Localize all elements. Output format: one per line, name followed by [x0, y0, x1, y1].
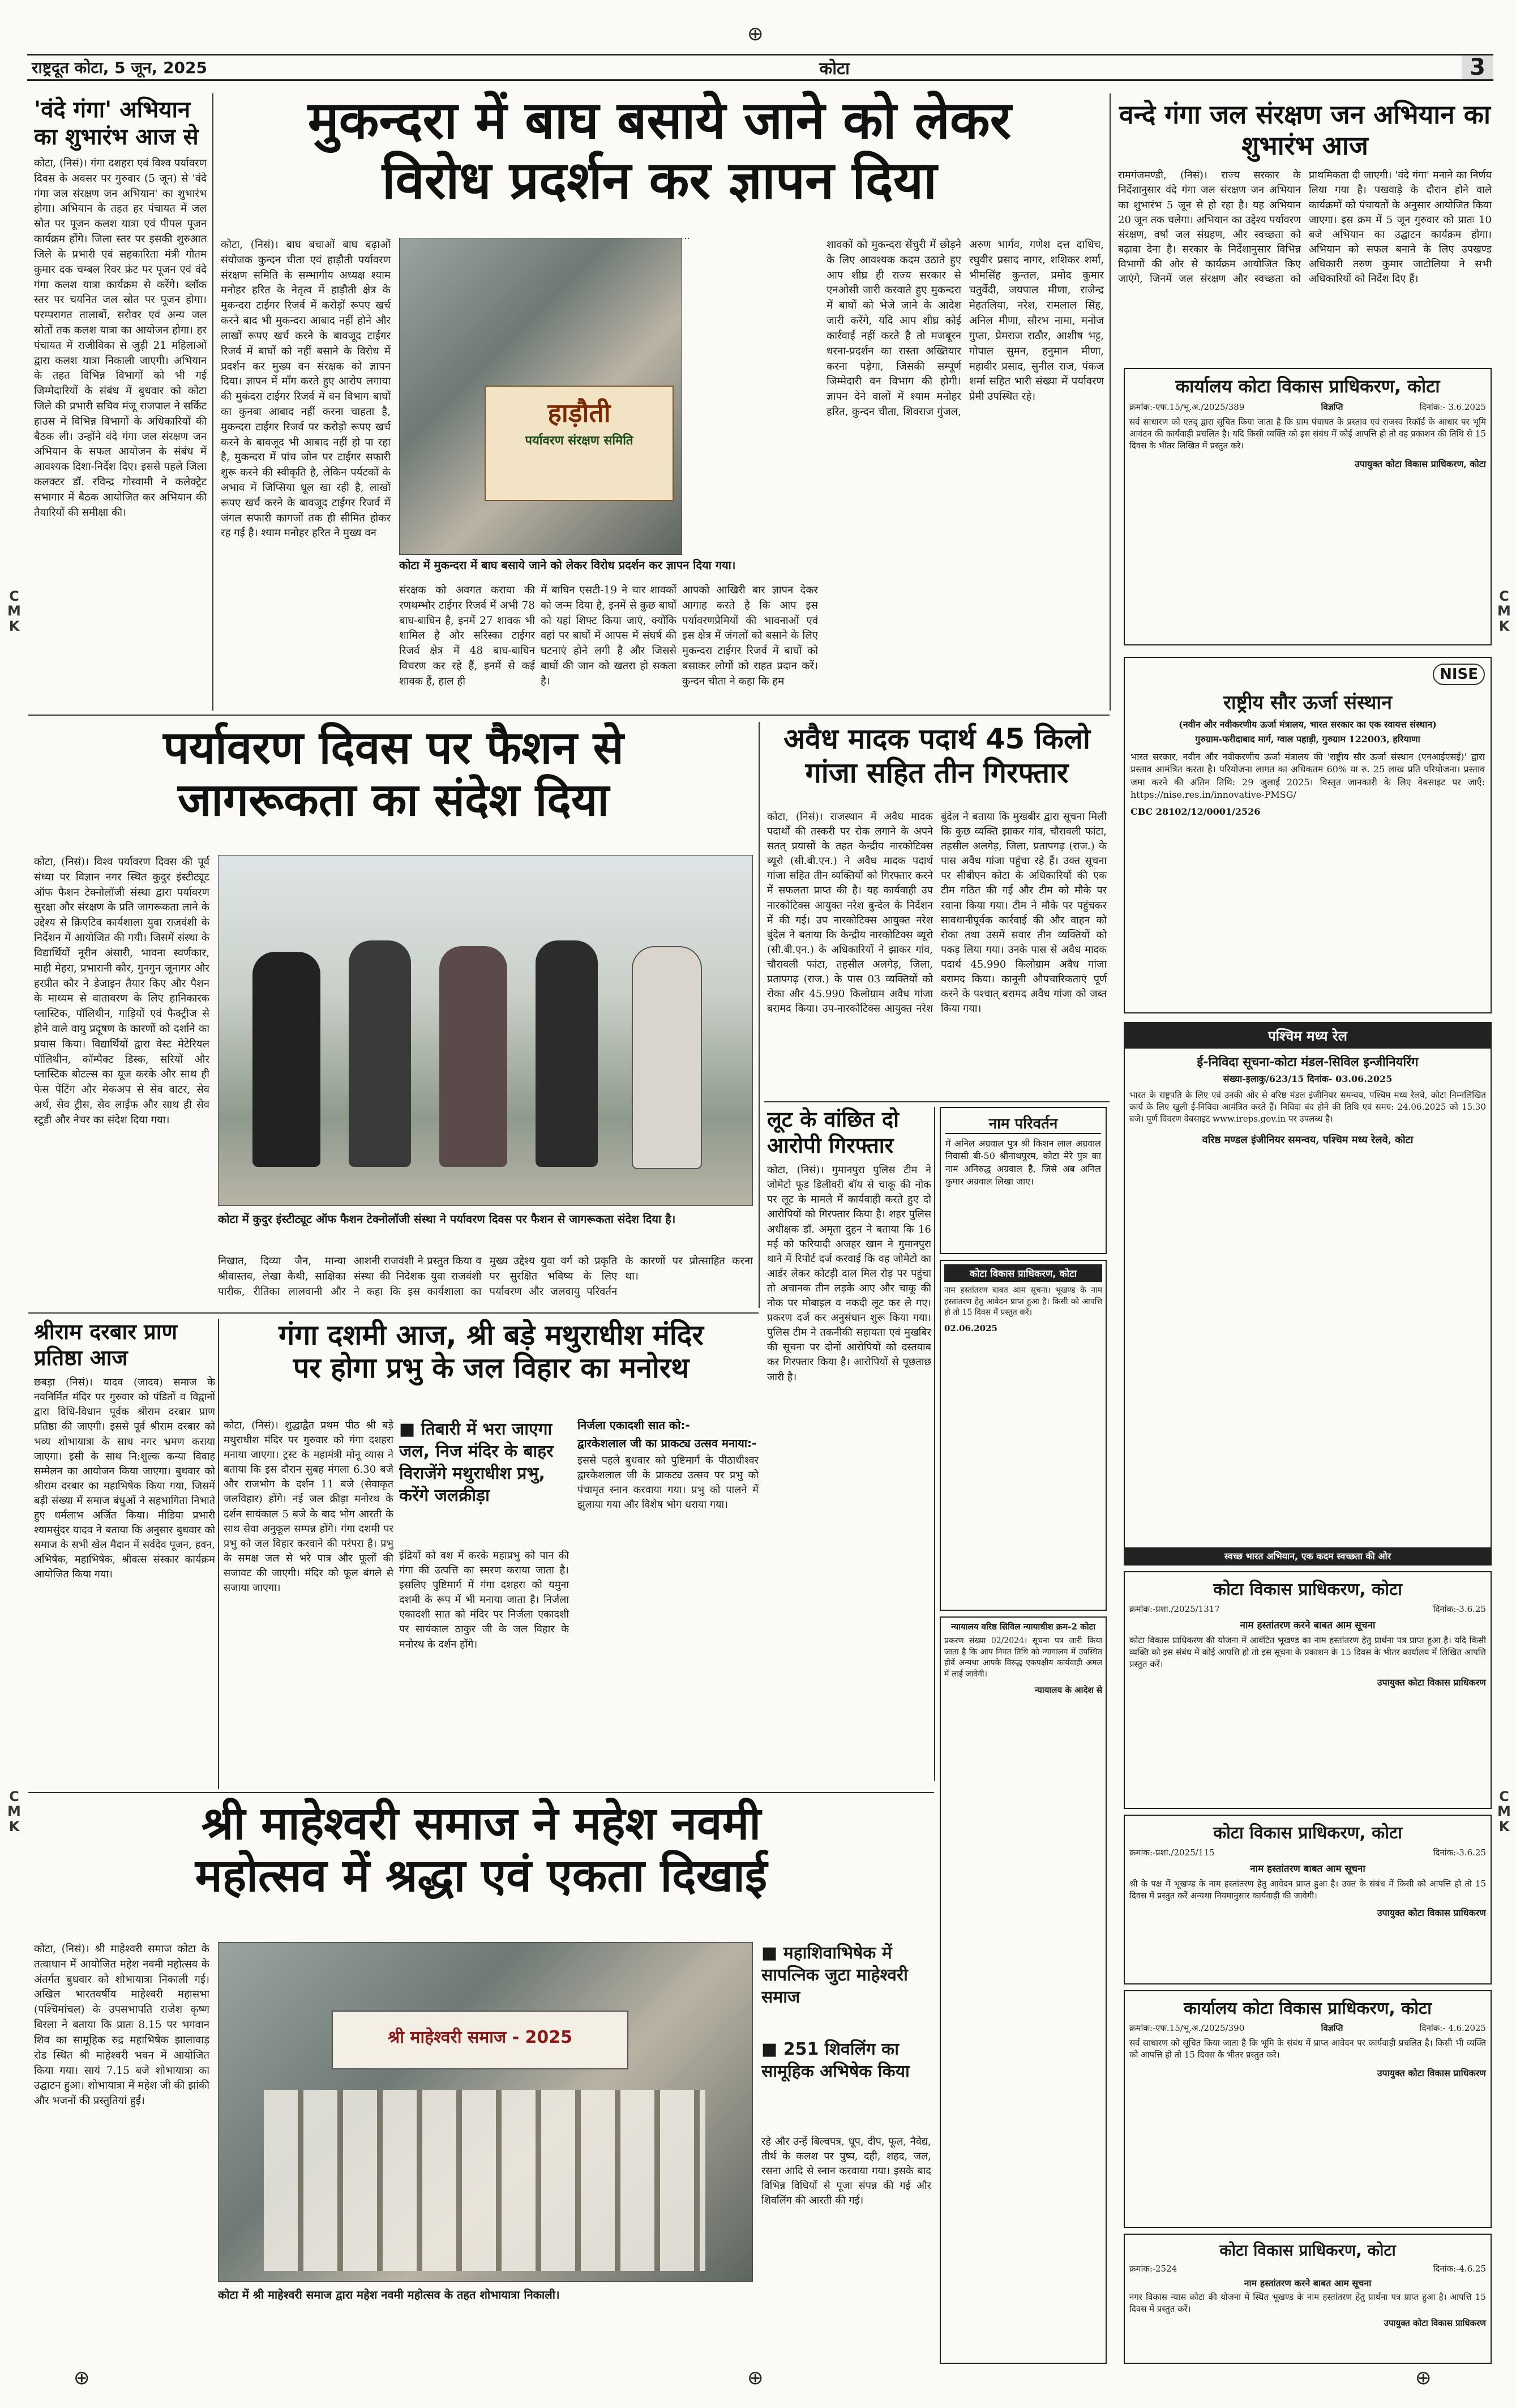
model-figure: [536, 940, 598, 1167]
section-rule: [28, 1792, 934, 1793]
article-body: छबड़ा (निसं)। यादव (जादव) समाज के नवनिर्मित मंदिर पर गुरुवार को पंडितों व विद्वानों द्वारा विधि-विधान पूर्वक श्रीराम दरबार प्राण प्रतिष्ठा की जाएगी। इससे पूर्व श्रीराम दरबार को भव्य शोभायात्रा के साथ नगर भ्रमण कराया जाएगा। इसी के साथ नि:शुल्क कन्या विवाह सम्मेलन का आयोजन किया जाएगा। बुधवार को श्रीराम दरबार का महाभिषेक किया गया, जिसमें बड़ी संख्या में समाज बंधुओं ने सहभागिता निभाते हुए धर्मलाभ अर्जित किया। मीडिया प्रभारी श्यामसुंदर यादव ने बताया कि अनुसार बुधवार को समाज के सभी खेल मैदान में सर्वदेव पूजन, हवन, अभिषेक, महाभिषेक, श्रीवत्स संस्कार कार्यक्रम आयोजित किया गया।: [34, 1376, 215, 1581]
ad-body: मैं अनिल अग्रवाल पुत्र श्री किशन लाल अग्रवाल निवासी बी-50 श्रीनाथपुरम, कोटा मेरे पुत्र का नाम अनिरुद्ध अग्रवाल है, जिसे अब अनिल कुमार अग्रवाल लिखा जाए।: [945, 1138, 1101, 1187]
banner-text: श्री माहेश्वरी समाज - 2025: [387, 2028, 573, 2047]
photo-caption: कोटा में कुदुर इंस्टीट्यूट ऑफ फैशन टेक्नोलॉजी संस्था ने पर्यावरण दिवस पर फैशन से जागरूकता संदेश दिया है।: [218, 1212, 676, 1226]
section-name: कोटा: [819, 58, 850, 79]
ad-date: दिनांक:-3.6.25: [1433, 1847, 1486, 1858]
article-body: रहे और उन्हें बिल्वपत्र, धूप, दीप, फूल, नैवेद्य, तीर्थ के कलश पर पुष्प, दही, शहद, जल, रसना आदि से स्नान करवाया गया। इसके बाद विभिन्न विधियों से पूजा संपन्न की गई और शिवलिंग की आरती की गई।: [761, 2136, 931, 2207]
ad-footer: उपायुक्त कोटा विकास प्राधिकरण: [1377, 1907, 1486, 1918]
ad-body: सर्व साधारण को सूचित किया जाता है कि भूमि के संबंध में प्राप्त आवेदन पर कार्यवाही प्रचलित है। किसी भी व्यक्ति को आपत्ति हो तो 15 दिवस के भीतर प्रस्तुत करे।: [1129, 2038, 1486, 2060]
article-column: [577, 1418, 759, 1786]
article-maheshwari-headline: [34, 1798, 928, 1939]
ad-kda-small: [940, 1260, 1107, 1611]
nise-logo: NISE: [1433, 664, 1485, 685]
ad-subtitle: (नवीन और नवीकरणीय ऊर्जा मंत्रालय, भारत सरकार का एक स्वायत्त संस्थान): [1179, 719, 1437, 730]
ad-kda-notice-4: [1124, 1990, 1492, 2228]
ad-ref-row: [1129, 401, 1486, 413]
article-ganga-dashami-headline: [224, 1319, 759, 1415]
ad-body: नगर विकास न्यास कोटा की योजना में स्थित भूखण्ड के नाम हस्तांतरण हेतु प्रार्थना पत्र प्राप्त हुआ है। आपत्ति 15 दिवस में प्रस्तुत करें।: [1129, 2292, 1486, 2314]
ad-body: नाम हस्तांतरण बाबत आम सूचना। भूखण्ड के नाम हस्तांतरण हेतु आवेदन प्राप्त हुआ है। किसी को आपत्ति हो तो 15 दिवस में प्रस्तुत करें।: [944, 1286, 1102, 1318]
ad-date: दिनांक:-4.6.25: [1433, 2264, 1486, 2274]
ad-footer: वरिष्ठ मण्डल इंजीनियर समन्वय, पश्चिम मध्य रेलवे, कोटा: [1202, 1134, 1414, 1146]
ad-date: 02.06.2025: [944, 1323, 997, 1333]
article-vande-ganga-right: [1118, 99, 1492, 360]
ad-railway-tender: [1124, 1022, 1492, 1566]
headline-line-2: विरोध प्रदर्शन कर ज्ञापन दिया: [382, 149, 937, 211]
ad-title: कोटा विकास प्राधिकरण, कोटा: [944, 1264, 1102, 1282]
ad-title: कोटा विकास प्राधिकरण, कोटा: [1213, 1823, 1402, 1843]
column-rule: [934, 1107, 935, 1781]
procession-banner: [332, 2011, 628, 2069]
ad-title: कोटा विकास प्राधिकरण, कोटा: [1213, 1580, 1402, 1599]
cmk-mark: C M K: [1497, 1789, 1511, 1834]
column-rule: [218, 1319, 219, 1789]
article-loot: [767, 1107, 931, 1633]
registration-mark-icon: ⊕: [747, 2367, 764, 2389]
ad-ref: क्रमांक:-प्रशा./2025/1317: [1129, 1604, 1220, 1614]
ad-ref-row: [1129, 1603, 1486, 1615]
ad-title: न्यायालय वरिष्ठ सिविल न्यायाधीश क्रम-2 कोटा: [950, 1622, 1096, 1632]
ad-title: कोटा विकास प्राधिकरण, कोटा: [1219, 2241, 1396, 2260]
fashion-show-photo: [218, 855, 753, 1206]
ad-ref: क्रमांक:-एफ.15/भू.अ./2025/390: [1129, 2023, 1245, 2033]
ad-title: राष्ट्रीय सौर ऊर्जा संस्थान: [1223, 691, 1392, 714]
article-highlight: [761, 1942, 931, 2033]
article-fashion-headline: [34, 722, 753, 852]
ad-footer: उपायुक्त कोटा विकास प्राधिकरण: [1384, 2318, 1486, 2328]
ad-date: दिनांक:-3.6.25: [1433, 1604, 1486, 1614]
ad-ref: क्रमांक:-प्रशा./2025/115: [1129, 1847, 1215, 1858]
article-body: शावकों को मुकन्दरा सेंचुरी में छोड़ने के लिए आवश्यक कदम उठाते हुए आप शीघ्र ही राज्य सरकार से एनओसी जारी करवाते हुए मुकन्दरा में बाघों को भेजे जाने के आदेश जारी करेंगे, यदि आप शीघ्र कोई कार्रवाई नहीं करते है तो मजबूरन धरना-प्रदर्शन का रास्ता अख्तियार करना पड़ेगा, जिसकी सम्पूर्ण जिम्मेदारी वन विभाग की होगी। ज्ञापन देने वालों में श्याम मनोहर हरित, कुन्दन चीता, शिवराज गुंजल, अरुण भार्गव, गणेश दत्त दाधिच, रघुवीर प्रसाद नागर, शशिकर शर्मा, भीमसिंह कुन्तल, प्रमोद कुमार चतुर्वेदी, जयपाल मीणा, राजेन्द्र मेहतलिया, नरेश, रामलाल सिंह, अनिल मीणा, सौरभ नामा, मनोज गुप्ता, प्रेमराज राठौर, आशीष भट्ट, गोपाल सुमन, हनुमान मीणा, महावीर प्रसाद, सुनील राज, पंकज शर्मा सहित भारी संख्या में पर्यावरण प्रेमी उपस्थित रहे।: [826, 239, 1104, 418]
ad-ref-row: [1129, 2022, 1486, 2034]
article-title: 'वंदे गंगा' अभियान का शुभारंभ आज से: [34, 97, 199, 150]
procession-photo: [218, 1942, 753, 2282]
article-mukundra-headline: [218, 91, 1101, 232]
bullet-square-icon: ■: [399, 1419, 421, 1439]
photo-extra: [688, 238, 689, 239]
ad-title: पश्चिम मध्य रेल: [1125, 1023, 1491, 1049]
section-rule: [764, 1101, 1110, 1102]
registration-mark-icon: ⊕: [747, 23, 764, 45]
bullet-square-icon: ■: [761, 2039, 783, 2059]
ad-title: कार्यालय कोटा विकास प्राधिकरण, कोटा: [1175, 375, 1440, 397]
article-title: लूट के वांछित दो आरोपी गिरफ्तार: [767, 1107, 899, 1158]
photo-caption: कोटा में मुकन्दरा में बाघ बसाये जाने को लेकर विरोध प्रदर्शन कर ज्ञापन दिया गया।: [399, 558, 736, 572]
ad-subtitle: विज्ञप्ति: [1321, 2023, 1343, 2033]
article-body: रामगंजमण्डी, (निसं)। राज्य सरकार के निर्देशानुसार वंदे गंगा जल संरक्षण जन अभियान का शुभारंभ 5 जून से हो रहा है। यह अभियान 20 जून तक चलेगा। अभियान का उद्देश्य पर्यावरण संरक्षण, वर्षा जल संग्रहण, और स्वच्छता को बढ़ावा देना है। सरकार के निर्देशानुसार विभिन्न विभागों की ओर से कार्यक्रम आयोजित किए जाएंगे, जिनमें जल संरक्षण और स्वच्छता को प्राथमिकता दी जाएगी। 'वंदे गंगा' मनाने का निर्णय लिया गया है। पखवाड़े के दौरान होने वाले कार्यक्रमों को पंचायतों के अनुसार आयोजित किया जाएगा। इस क्रम में 5 जून गुरुवार को प्रातः 10 बजे अभियान का उद्घाटन कार्यक्रम होगा। अभियान को सफल बनाने के लिए उपखण्ड अधिकारी तरुण कुमार जाटोलिया ने सभी अधिकारियों को निर्देश दिए हैं।: [1118, 169, 1492, 285]
cmk-mark: C M K: [7, 1789, 21, 1834]
page-number: 3: [1462, 54, 1493, 80]
highlight-text: महाशिवाभिषेक में सापत्निक जुटा माहेश्वरी समाज: [761, 1943, 908, 2007]
article-subhead: निर्जला एकादशी सात को:-: [577, 1418, 690, 1432]
ad-subtitle: नाम हस्तांतरण करने बाबत आम सूचना: [1244, 2278, 1372, 2289]
headline-line-1: पर्यावरण दिवस पर फैशन से: [163, 722, 624, 774]
article-body: में बाघिन एसटी-19 ने चार शावकों को जन्म दिया है, इनमें से कुछ बाघों को यहां शिफ्ट किया जाएं, क्योंकि वहां पर बाघों में आपस में संघर्ष की घटनाएं होने लगी है और जिससे बाघों की जान को खतरा हो सकता है।: [541, 584, 676, 687]
highlight-text: तिबारी में भरा जाएगा जल, निज मंदिर के बाहर विराजेंगे मथुराधीश प्रभु, करेंगे जलक्रीड़ा: [399, 1419, 554, 1505]
article-vande-ganga-left: [34, 96, 207, 719]
registration-mark-icon: ⊕: [74, 2367, 90, 2389]
article-highlight: [399, 1418, 569, 1543]
column-rule: [759, 722, 760, 1308]
model-figure: [349, 940, 411, 1167]
ad-body: श्री के पक्ष में भूखण्ड के नाम हस्तांतरण हेतु आवेदन प्राप्त हुआ है। उक्त के संबंध में किसी को आपत्ति हो तो 15 दिवस में प्रस्तुत करें अन्यथा नियमानुसार कार्यवाही की जावेगी।: [1129, 1879, 1486, 1901]
article-body: कोटा, (निसं)। बाघ बचाओं बाघ बढ़ाओं संयोजक कुन्दन चीता एवं हाड़ौती पर्यावरण संरक्षण समिति के सम्भागीय अध्यक्ष श्याम मनोहर हरित के नेतृत्व में हाड़ौती क्षेत्र के मुकन्दरा टाईगर रिजर्व में करोड़ों रूपए खर्च करने बाद भी मुकन्दरा आबाद नहीं होने और लाखों रूपए खर्च करने के बावजूद टाईगर रिजर्व में बाघों को नहीं बसाने के विरोध में प्रदर्शन कर मुख्य वन संरक्षक को ज्ञापन दिया। ज्ञापन में माँग करते हुए आरोप लगाया की मुकंदरा टाईगर रिजर्व में वन विभाग बाघों का कुनबा आबाद नहीं करना चाहता है, मुकन्दरा टाईगर रिजर्व पर करोड़ो रूपए खर्च करने के बावजूद भी आबाद नहीं हो पा रहा है, मुकन्दरा में पांच जोन पर टाईगर सफारी शुरू करने की स्वीकृति है, लेकिन पर्यटकों के अभाव में जिप्सिया धूल खा रही है, लाखों रूपए खर्च करने के बावजूद टाईगर रिजर्व में जंगल सफारी कागजों तक ही सीमित होकर रह गई है। श्याम मनोहर हरित ने मुख्य वन: [221, 239, 391, 540]
section-rule: [28, 715, 1110, 716]
ad-ref: CBC 28102/12/0001/2526: [1130, 806, 1261, 817]
ad-ref: संख्या-इलाकु/623/15 दिनांक- 03.06.2025: [1223, 1073, 1393, 1084]
newspaper-dateline: राष्ट्रदूत कोटा, 5 जून, 2025: [32, 58, 207, 77]
headline-line-1: गंगा दशमी आज, श्री बड़े मथुराधीश मंदिर: [279, 1319, 704, 1351]
article-subhead: द्वारकेशलाल जी का प्राकट्य उत्सव मनाया:-: [577, 1436, 757, 1450]
article-title: श्रीराम दरबार प्राण प्रतिष्ठा आज: [34, 1319, 178, 1370]
protest-photo: [399, 238, 682, 555]
article-body: निखात, दिव्या जैन, मान्या श्रीवास्तव, लेखा कैथी, साक्षिका पारीक, रीतिका लालवानी और आशनी राजवंशी ने प्रस्तुत किया व संस्था की निदेशक युवा राजवंशी ने कहा कि इस कार्यशाला का मुख्य उद्देश्य युवा वर्ग को प्रकृति पर सुरक्षित भविष्य के लिए पर्यावरण और जलवायु परिवर्तन के कारणों पर प्रोत्साहित करना था।: [218, 1255, 753, 1298]
ad-kda-notice-1: [1124, 368, 1492, 645]
article-body: इससे पहले बुधवार को पुष्टिमार्ग के पीठाधीश्वर द्वारकेशलाल जी के प्राकट्य उत्सव पर प्रभु को पंचामृत स्नान करवाया गया। प्रभु को पालने में झुलाया गया और विशेष भोग धराया गया।: [577, 1455, 759, 1511]
article-title: वन्दे गंगा जल संरक्षण जन अभियान का शुभारंभ आज: [1119, 99, 1491, 161]
column-rule: [212, 93, 213, 711]
ad-nise: [1124, 657, 1492, 1013]
ad-footer: न्यायालय के आदेश से: [1034, 1685, 1102, 1696]
ad-subtitle: विज्ञप्ति: [1321, 402, 1343, 412]
photo-caption: कोटा में श्री माहेश्वरी समाज द्वारा महेश नवमी महोत्सव के तहत शोभायात्रा निकाली।: [218, 2288, 560, 2302]
ad-name-change: [940, 1107, 1107, 1254]
ad-tagline: स्वच्छ भारत अभियान, एक कदम स्वच्छता की ओर: [1125, 1547, 1491, 1564]
registration-mark-icon: ⊕: [1415, 2367, 1432, 2389]
headline-line-1: अवैध मादक पदार्थ 45 किलो: [783, 722, 1090, 755]
ad-date: दिनांक:- 4.6.2025: [1419, 2023, 1486, 2033]
headline-line-2: गांजा सहित तीन गिरफ्तार: [805, 756, 1069, 789]
ad-footer: उपायुक्त कोटा विकास प्राधिकरण, कोटा: [1354, 459, 1486, 469]
headline-line-1: मुकन्दरा में बाघ बसाये जाने को लेकर: [307, 91, 1012, 151]
model-figure: [252, 952, 320, 1167]
article-body: कोटा, (निसं)। विश्व पर्यावरण दिवस की पूर्व संध्या पर विज्ञान नगर स्थित कुदुर इंस्टीट्यूट ऑफ फैशन टेक्नोलॉजी संस्था द्वारा पर्यावरण सुरक्षा और संरक्षण के प्रति जागरूकता लाने के उद्देश्य से क्रिएटिव कार्यशाला युवा राजवंशी के निर्देशन में आयोजित की गयी। जिसमें संस्था के विद्यार्थियों नूरीन अंसारी, भावना स्वर्णकार, माही मेहरा, प्रभारानी कौर, गुनगुन जूनागर और हरप्रीत कौर ने डेजाइन तैयार किए और पैशन के माध्यम से वातावरण के लिए हानिकारक प्लास्टिक, पॉलिथीन, गाड़ियों एवं फैक्ट्रीज से होने वाले वायु प्रदूषण के कारणों को दर्शाने का प्रयास किया। विद्यार्थियों द्वारा वेस्ट मेटेरियल पॉलिथीन, कॉम्पैक्ट डिस्क, सरियों और प्लास्टिक बोटल्स का यूज करके और साथ ही फेस पेंटिंग और मेकअप से सेव वाटर, सेव अर्थ, सेव ट्रीस, सेव लाईफ और साथ ही सेव स्टूडी और नेचर का संदेश दिया गया।: [34, 856, 209, 1126]
bullet-square-icon: ■: [761, 1943, 783, 1963]
article-body: इंद्रियों को वश में करके महाप्रभु को पान की गंगा की उत्पत्ति का स्मरण कराया जाता है। इसलिए पुष्टिमार्ग में गंगा दशहरा को यमुना दशमी के रूप में भी मनाया जाता है। निर्जला एकादशी सात को मंदिर पर निर्जला एकादशी पर सायंकाल ठाकुर जी के जल विहार के मनोरथ के दर्शन होंगे।: [399, 1550, 569, 1650]
ad-court-notice: [940, 1616, 1107, 2364]
ad-footer: उपायुक्त कोटा विकास प्राधिकरण: [1377, 1677, 1486, 1688]
article-body: संरक्षक को अवगत कराया की रणथम्भौर टाईगर रिजर्व में अभी 78 बाघ-बाघिन है, इनमें 27 शावक भी शामिल है और सरिस्का टाईगर रिजर्व क्षेत्र में 48 बाघ-बाघिन विचरण कर रहे हैं, इनमें से कई शावक हैं, हाल ही: [399, 584, 535, 687]
article-body: कोटा, (निसं)। गंगा दशहरा एवं विश्व पर्यावरण दिवस के अवसर पर गुरुवार (5 जून) से 'वंदे गंगा जल संरक्षण जन अभियान' का शुभारंभ होगा। अभियान के तहत हर पंचायत में जल स्रोत पर पूजन कलश यात्रा एवं पीपल पूजन कार्यक्रम होंगे। जिला स्तर पर इसकी शुरुआत जिले के प्रभारी एवं सहकारिता मंत्री गौतम कुमार दक चम्बल रिवर फ्रंट पर पूजन एवं वंदे गंगा कलश यात्रा कार्यक्रम से करेंगे। ब्लॉक स्तर पर चयनित जल स्रोत पर पूजन होगा। परम्परागत तालाबों, सरोवर एवं अन्य जल स्रोतों तक कलश यात्रा का आयोजन होगा। हर पंचायत में राजीविका से जुड़ी 21 महिलाओं द्वारा कलश यात्रा निकाली जाएगी। अभियान के तहत विभिन्न विभागों को भी गई जिम्मेदारियों के संबंध में बुधवार को कोटा जिले की प्रभारी सचिव मंजू राजपाल ने सर्किट हाउस में विभिन्न विभागों के अधिकारियों की बैठक ली। उन्होंने वंदे गंगा जल संरक्षण जन अभियान के सफल आयोजन के संबंध में आवश्यक दिशा-निर्देश दिए। इससे पहले जिला कलक्टर डॉ. रविन्द्र गोस्वामी ने कलेक्ट्रेट सभागार में बैठक आयोजित कर अभियान की तैयारियों की समीक्षा की।: [34, 157, 207, 519]
ad-subtitle: ई-निविदा सूचना-कोटा मंडल-सिविल इन्जीनियरिंग: [1197, 1055, 1419, 1070]
ad-subtitle: नाम हस्तांतरण बाबत आम सूचना: [1250, 1863, 1365, 1875]
ad-ref: क्रमांक:-एफ.15/भू.अ./2025/389: [1129, 402, 1245, 412]
ad-title: नाम परिवर्तन: [945, 1113, 1101, 1134]
ad-kda-notice-2: [1124, 1571, 1492, 1809]
ad-body: कोटा विकास प्राधिकरण की योजना में आवंटित भूखण्ड का नाम हस्तांतरण हेतु प्रार्थना पत्र प्राप्त हुआ है। यदि किसी व्यक्ति को इस संबंध में कोई आपत्ति हो तो इस सूचना के प्रकाशन के 15 दिवस के भीतर कार्यालय में लिखित आपत्ति प्रस्तुत करें।: [1129, 1635, 1486, 1669]
section-rule: [28, 1312, 759, 1314]
ad-title: कार्यालय कोटा विकास प्राधिकरण, कोटा: [1184, 1999, 1432, 2018]
article-body: कोटा, (निसं)। श्री माहेश्वरी समाज कोटा के तत्वाधान में आयोजित महेश नवमी महोत्सव के अंतर्गत बुधवार को शोभायात्रा निकाली गई। अखिल भारतवर्षीय माहेश्वरी महासभा (पश्चिमांचल) के उपसभापति राजेश कृष्ण बिरला ने बताया कि प्रातः 8.15 पर भगवान शिव का सामूहिक रुद्र महाभिषेक झालावाड़ रोड स्थित श्री माहेश्वरी भवन में आयोजित किया गया। सायं 7.15 बजे शोभायात्रा का उद्घाटन हुआ। शोभायात्रा में महेश जी की झांकी और भजनों की प्रस्तुतियां हुईं।: [34, 1943, 209, 2107]
ad-address: गुरुग्राम-फरीदाबाद मार्ग, ग्वाल पहाड़ी, गुरुग्राम 122003, हरियाणा: [1195, 734, 1420, 745]
headline-line-2: महोत्सव में श्रद्धा एवं एकता दिखाई: [195, 1849, 768, 1902]
headline-line-2: पर होगा प्रभु के जल विहार का मनोरथ: [293, 1351, 690, 1384]
ad-body: भारत के राष्ट्रपति के लिए एवं उनकी ओर से वरिष्ठ मंडल इंजीनियर समन्वय, पश्चिम मध्य रेलवे, कोटा निम्नलिखित कार्य के लिए खुली ई-निविदा आमंत्रित करते हैं। निविदा बंद होने की तिथि एवं समय: 24.06.2025 को 15.30 बजे। पूर्ण विवरण वेबसाइट www.ireps.gov.in पर उपलब्ध है।: [1129, 1090, 1486, 1124]
ad-ref-row: [1129, 2263, 1486, 2274]
headline-line-2: जागरूकता का संदेश दिया: [177, 773, 610, 826]
banner-subtext: पर्यावरण संरक्षण समिति: [525, 433, 633, 448]
cmk-mark: C M K: [1497, 589, 1511, 634]
protest-banner: [485, 386, 674, 501]
ad-body: सर्व साधारण को एतद् द्वारा सूचित किया जाता है कि ग्राम पंचायत के प्रस्ताव एवं राजस्व रिकॉर्ड के आधार पर भूमि आवंटन की कार्यवाही प्रचलित है। यदि किसी व्यक्ति को इस संबंध में कोई आपत्ति हो तो वह प्रकाशन की तिथि से 15 दिवस के भीतर लिखित में प्रस्तुत करे।: [1129, 417, 1486, 451]
ad-ref-row: [1129, 1847, 1486, 1858]
article-shriram: [34, 1319, 215, 1789]
column-rule: [1110, 93, 1111, 711]
ad-body: भारत सरकार, नवीन और नवीकरणीय ऊर्जा मंत्रालय की 'राष्ट्रीय सौर ऊर्जा संस्थान (एनआईएसई)' द्वारा प्रस्ताव आमंत्रित करता है। परियोजना लागत का अधिकतम 60% या रु. 25 लाख प्रति परियोजना। प्रस्ताव जमा करने की अंतिम तिथि: 29 जुलाई 2025। विस्तृत जानकारी के लिए वेबसाइट पर जाएँ: https://nise.res.in/innovative-PMSG/: [1130, 751, 1485, 801]
banner-text: हाड़ौती: [547, 397, 611, 428]
article-body: कोटा, (निसं)। राजस्थान में अवैध मादक पदार्थों की तस्करी पर रोक लगाने के अपने सतत् प्रयासों के तहत केन्द्रीय नारकोटिक्स ब्यूरो (सी.बी.एन.) ने अवैध मादक पदार्थ गांजा सहित तीन व्यक्तियों को गिरफ्तार करने में सफलता प्राप्त की है। यह कार्यवाही उप नारकोटिक्स आयुक्त नरेश बुन्देल के निर्देशन में की गई। उप नारकोटिक्स आयुक्त नरेश बुंदेल ने बताया कि केन्द्रीय नारकोटिक्स ब्यूरो (सी.बी.एन.) के अधिकारियों ने झाकर गांव, चौरावली फांटा, तहसील अलगेड़, जिला, प्रतापगढ़ (राज.) के पास 03 व्यक्तियों को रोका और 45.990 किलोग्राम अवैध गांजा बरामद किया। उप-नारकोटिक्स आयुक्त नरेश बुंदेल ने बताया कि मुखबीर द्वारा सूचना मिली कि कुछ व्यक्ति झाकर गांव, चौरावली फांटा, तहसील अलगेड़, जिला, प्रतापगढ़ (राज.) के पास अवैध गांजा पहुंचा रहे हैं। उक्त सूचना पर सीबीएन कोटा के अधिकारियों की एक टीम गठित की गई और टीम को मौके पर रवाना किया गया। टीम ने मौके पर पहुंचकर सावधानीपूर्वक कार्रवाई की और वाहन को रोका तथा उसमें सवार तीन व्यक्तियों को पकड़ लिया गया। उनके पास से अवैध मादक पदार्थ 45.990 किलोग्राम अवैध गांजा बरामद किया। कानूनी औपचारिकताएं पूर्ण करने के पश्चात् बरामद अवैध गांजा को जब्त किया गया।: [767, 811, 1107, 1015]
article-body: कोटा, (निसं)। शुद्धाद्वैत प्रथम पीठ श्री बड़े मथुराधीश मंदिर पर गुरुवार को गंगा दशहरा मनाया जाएगा। ट्रस्ट के महामंत्री मोनू व्यास ने बताया कि इस दौरान सुबह मंगला 6.30 बजे और राजभोग के दर्शन 11 बजे (सेवाकृत जलविहार) होंगे। नई जल क्रीड़ा मनोरथ के दर्शन सायंकाल 5 बजे के बाद भोग आरती के साथ सेवा अनुकूल सम्पन्न होंगे। गंगा दशमी पर प्रभु को जल विहार करवाने की परंपरा है। प्रभु के समक्ष जल से भरे पात्र और फूलों की सजावट की जाएगी। मंदिर को फूल बंगले से सजाया जाएगा।: [224, 1419, 393, 1594]
ad-kda-notice-3: [1124, 1815, 1492, 1984]
ad-footer: उपायुक्त कोटा विकास प्राधिकरण: [1377, 2068, 1486, 2078]
cmk-mark: C M K: [7, 589, 21, 634]
ad-subtitle: नाम हस्तांतरण करने बाबत आम सूचना: [1240, 1620, 1376, 1631]
ad-ref: क्रमांक:-2524: [1129, 2264, 1177, 2274]
photo-placeholder: [685, 238, 686, 239]
ad-kda-notice-5: [1124, 2234, 1492, 2364]
headline-line-1: श्री माहेश्वरी समाज ने महेश नवमी: [201, 1798, 761, 1850]
crowd-figures: [264, 2090, 705, 2271]
page-header: [27, 54, 1493, 81]
ad-date: दिनांक:- 3.6.2025: [1419, 402, 1486, 412]
article-highlight: [761, 2038, 931, 2129]
article-body: कोटा, (निसं)। गुमानपुरा पुलिस टीम ने जोमेटो फूड डिलीवरी बॉय से चाकू की नोक पर लूट के मामले में कार्यवाही करते हुए दो आरोपियों को गिरफ्तार किया है। शहर पुलिस अधीक्षक डॉ. अमृता दुहन ने बताया कि 16 मई को फरियादी अजहर खान ने गुमानपुरा थाने में रिपोर्ट दर्ज करवाई कि वह जोमेटो का आर्डर लेकर कोटड़ी दाल मिल रोड़ पर पहुंचा तो अचानक तीन लड़के आए और चाकू की नोक पर मोबाइल व नकदी लूट कर ले गए। प्रकरण दर्ज कर अनुसंधान शुरू किया गया। पुलिस टीम ने तकनीकी सहायता एवं मुखबिर की सूचना पर दोनों आरोपियों को दस्तयाब कर गिरफ्तार किया है। आरोपियों से पूछताछ जारी है।: [767, 1164, 931, 1383]
article-ganja-headline: [767, 722, 1107, 807]
ad-body: प्रकरण संख्या 02/2024। सूचना पत्र जारी किया जाता है कि आप नियत तिथि को न्यायालय में उपस्थित होवें अन्यथा आपके विरुद्ध एकपक्षीय कार्यवाही अमल में लाई जावेगी।: [944, 1636, 1102, 1679]
highlight-text: 251 शिवलिंग का सामूहिक अभिषेक किया: [761, 2039, 910, 2081]
article-body: आपको आखिरी बार ज्ञापन देकर आगाह करते है कि आप इस पर्यावरणप्रेमियों की भावनाओं एवं इस क्षेत्र में जंगलों को बसाने के लिए मुकन्दरा टाईगर रिजर्व में बाघों को बसाकर लोगों को राहत प्रदान करें। कुन्दन चीता ने कहा कि हम: [682, 584, 818, 687]
model-figure: [632, 946, 702, 1169]
model-figure: [439, 946, 507, 1167]
